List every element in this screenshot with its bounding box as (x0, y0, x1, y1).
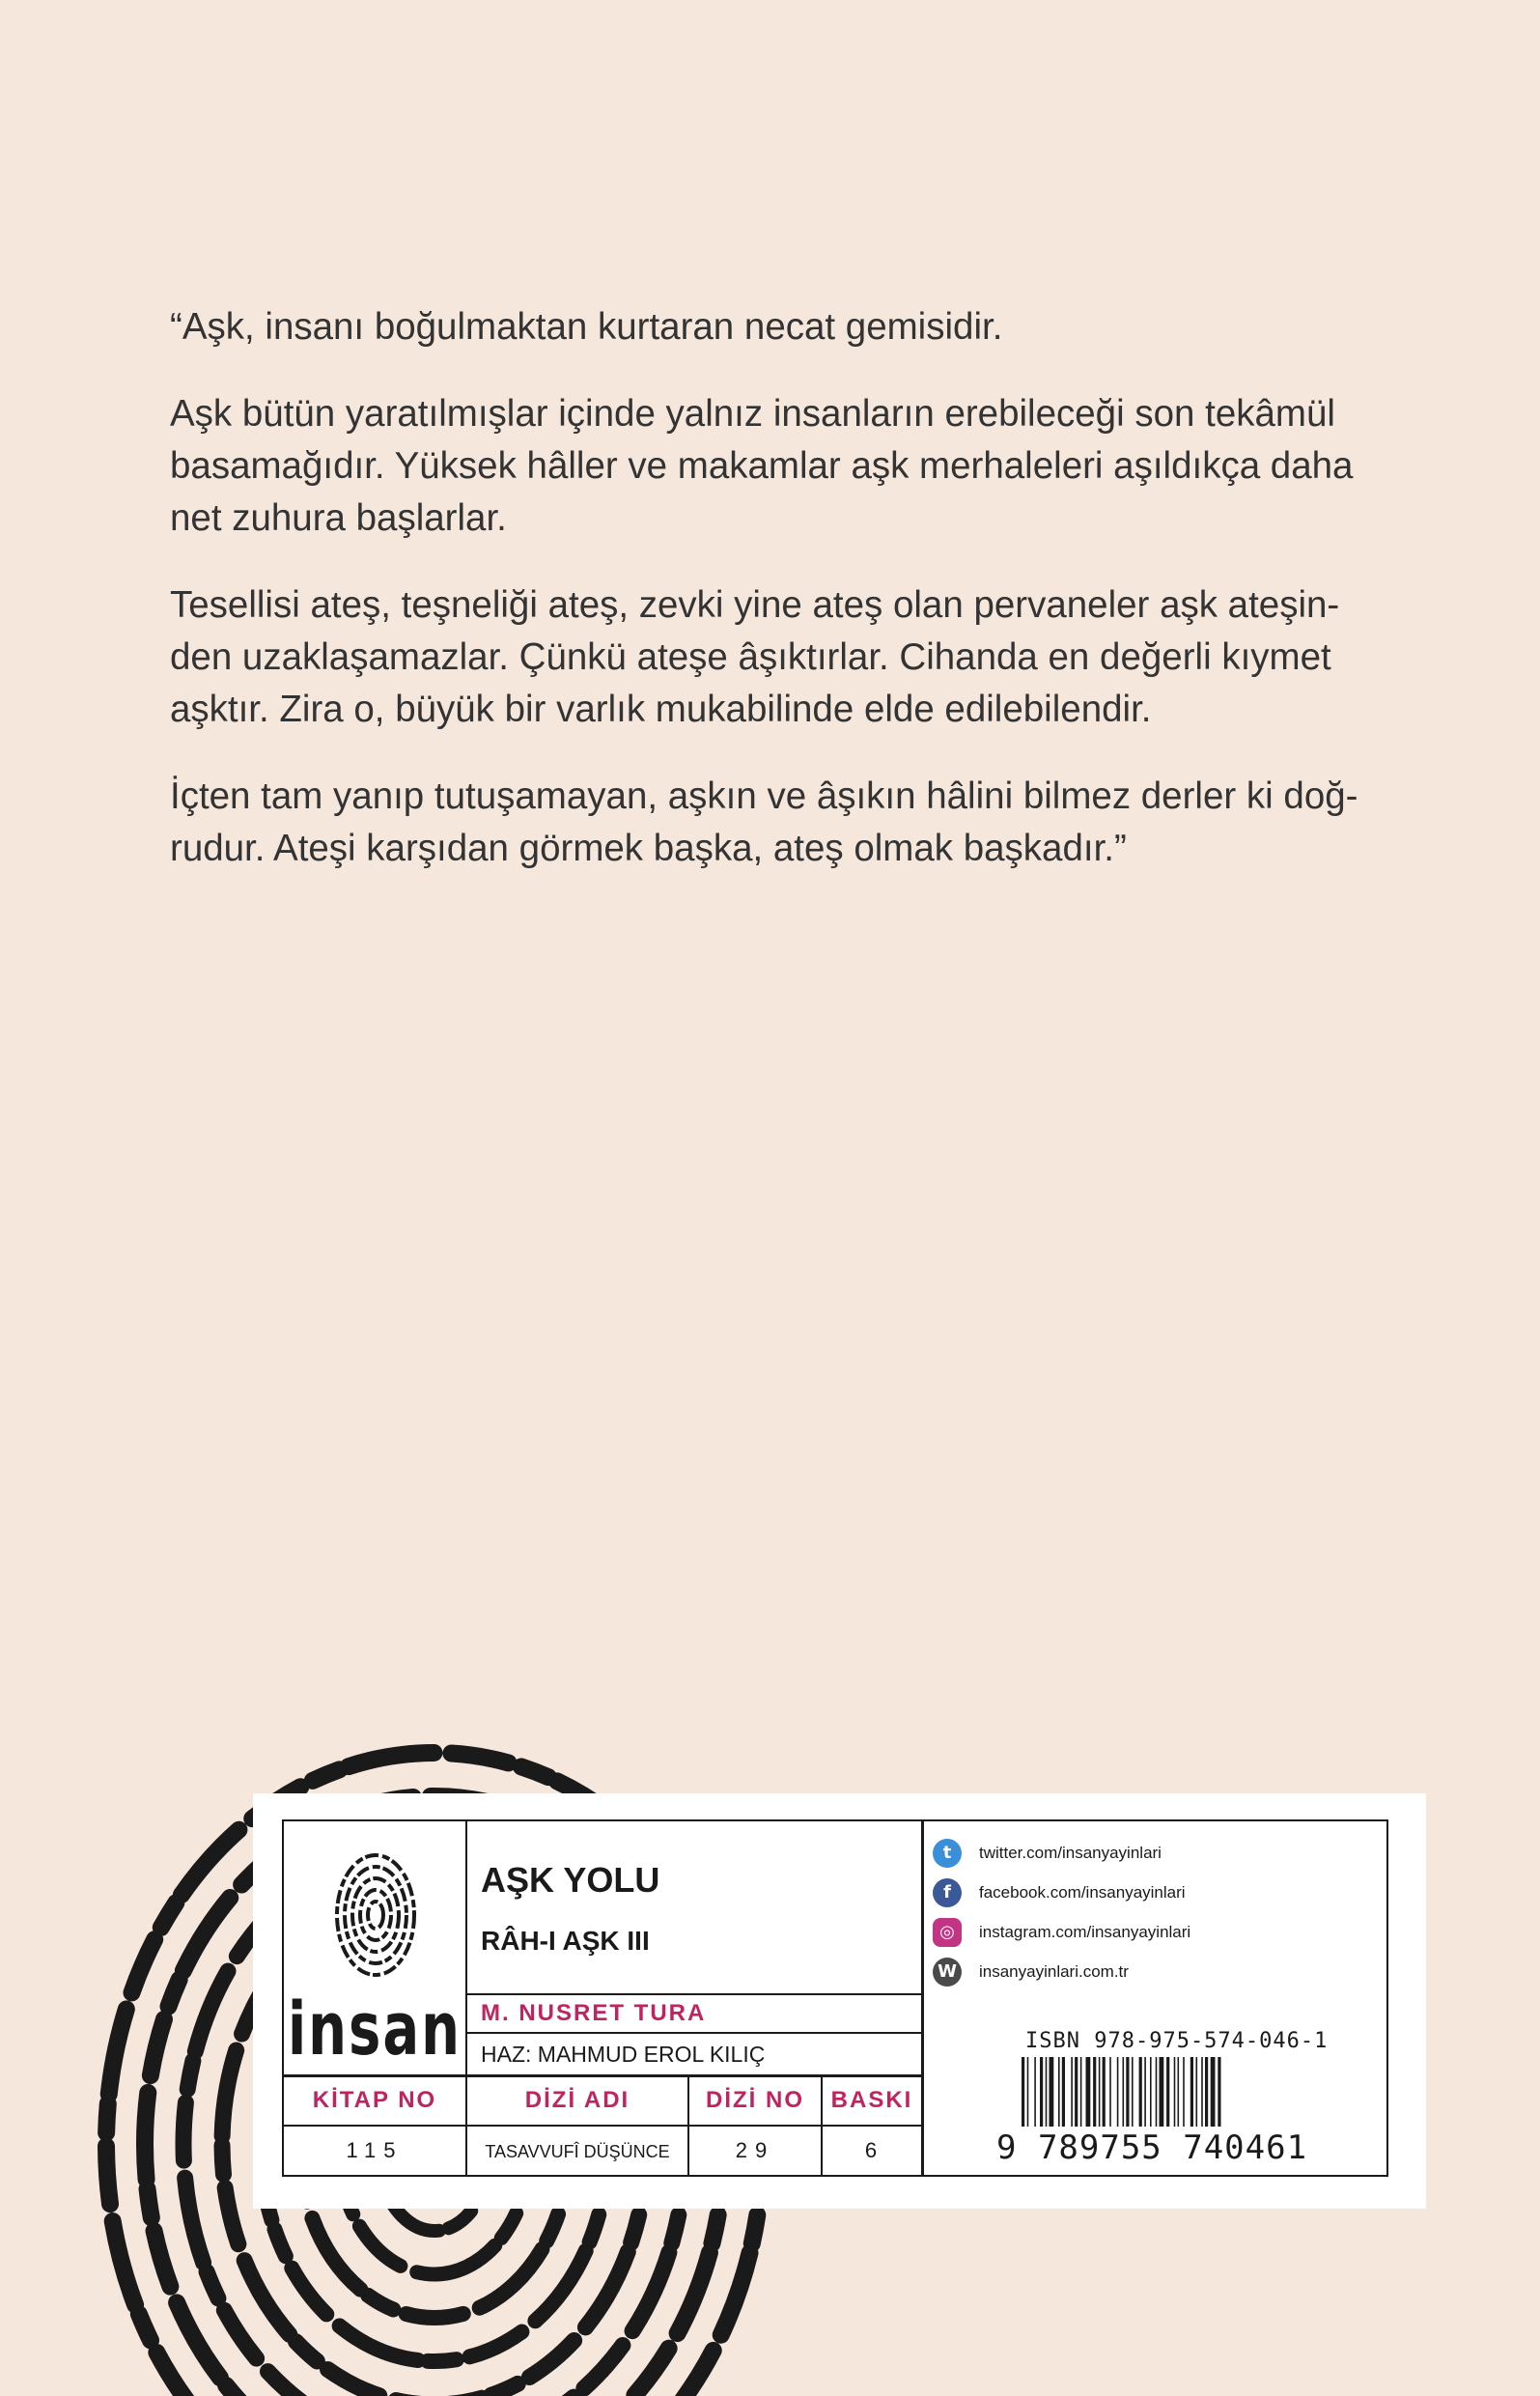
barcode-bar (1075, 2057, 1078, 2127)
social-text: instagram.com/insanyayinlari (979, 1922, 1191, 1941)
barcode-bar (1144, 2057, 1146, 2127)
label-frame (282, 1819, 1388, 2177)
header-dizi-adi: DİZİ ADI (524, 2087, 630, 2113)
barcode-bar (1166, 2057, 1169, 2127)
barcode-bar (1086, 2057, 1091, 2127)
value-dizi-adi: TASAVVUFÎ DÜŞÜNCE (485, 2142, 670, 2161)
barcode-bar (1139, 2057, 1142, 2127)
social-link-web[interactable] (933, 1952, 1377, 1991)
web-icon: W (933, 1958, 962, 1987)
barcode-bar (1034, 2057, 1036, 2127)
divider (284, 2125, 923, 2127)
barcode-bar (1080, 2057, 1082, 2127)
barcode-bar (1201, 2057, 1203, 2127)
social-text: facebook.com/insanyayinlari (979, 1882, 1186, 1902)
barcode-bar (1174, 2057, 1176, 2127)
barcode-bar (1103, 2057, 1106, 2127)
barcode-bar (1132, 2057, 1134, 2127)
barcode-bar (1211, 2057, 1216, 2127)
publisher-logo (284, 1821, 467, 2074)
fingerprint-logo-icon (332, 1843, 419, 1978)
header-dizi-no: DİZİ NO (706, 2087, 804, 2113)
social-text: twitter.com/insanyayinlari (979, 1843, 1162, 1862)
barcode-bar (1050, 2057, 1054, 2127)
publisher-logo-text: insan (287, 1987, 462, 2072)
barcode-bar (1156, 2057, 1158, 2127)
social-links (933, 1833, 1377, 1991)
social-link-facebook[interactable] (933, 1873, 1377, 1912)
barcode-bar (1040, 2057, 1043, 2127)
quote-paragraph-2: Aşk bütün yaratılmışlar içinde yalnız insanların erebileceği son tekâmül basamağıdır. Yüksek hâller ve makamlar aşk merhaleleri aşıldıkça daha net zuhura başlarlar. (170, 393, 1354, 539)
title-cell (467, 1821, 921, 1993)
value-baski: 6 (864, 2138, 880, 2162)
barcode-bar (1062, 2057, 1065, 2127)
value-dizi-no: 29 (735, 2138, 775, 2162)
instagram-icon: ◎ (933, 1918, 962, 1947)
book-title: AŞK YOLU (481, 1860, 660, 1900)
barcode-bar (1046, 2057, 1048, 2127)
barcode-bar (1160, 2057, 1164, 2127)
barcode-bar (1205, 2057, 1208, 2127)
author-row (467, 1993, 923, 2034)
barcode-bar (1190, 2057, 1193, 2127)
author-name: M. NUSRET TURA (481, 2000, 707, 2026)
barcode-bar (1117, 2057, 1119, 2127)
barcode-bar (1126, 2057, 1129, 2127)
barcode-bar (1150, 2057, 1152, 2127)
barcode-bar (1109, 2057, 1111, 2127)
header-baski: BASKI (830, 2087, 913, 2113)
editor-name: HAZ: MAHMUD EROL KILIÇ (481, 2042, 766, 2067)
book-subtitle: RÂH-I AŞK III (481, 1926, 650, 1956)
facebook-icon: f (933, 1878, 962, 1907)
barcode-digits: 9 789755 740461 (996, 2128, 1308, 2167)
barcode-bar (1196, 2057, 1198, 2127)
barcode-bar (1027, 2057, 1029, 2127)
barcode (1022, 2057, 1311, 2127)
value-kitap-no: 115 (346, 2138, 404, 2162)
book-info-label (253, 1793, 1426, 2209)
editor-row (467, 2034, 923, 2074)
social-link-twitter[interactable] (933, 1833, 1377, 1873)
isbn-number: ISBN 978-975-574-046-1 (1025, 2029, 1329, 2053)
back-cover-quote (170, 301, 1367, 910)
barcode-bar (1178, 2057, 1180, 2127)
social-link-instagram[interactable] (933, 1912, 1377, 1952)
barcode-bar (1022, 2057, 1024, 2127)
social-text: insanyayinlari.com.tr (979, 1961, 1129, 1981)
barcode-bar (1093, 2057, 1096, 2127)
divider (921, 1821, 924, 2074)
twitter-icon: t (933, 1839, 962, 1868)
header-kitap-no: KİTAP NO (312, 2087, 437, 2113)
quote-paragraph-3: Tesellisi ateş, teşneliği ateş, zevki yine ateş olan pervaneler aşk ateşinden uzaklaşamazlar. Çünkü ateşe âşıktırlar. Cihanda en değerli kıymet aşktır. Zira o, büyük bir varlık mukabilinde elde edilebilendir. (170, 584, 1340, 730)
barcode-bar (1183, 2057, 1185, 2127)
divider (284, 2074, 923, 2077)
barcode-bar (1099, 2057, 1101, 2127)
quote-paragraph-1: “Aşk, insanı boğulmaktan kurtaran necat gemisidir. (170, 306, 1003, 348)
quote-paragraph-4: İçten tam yanıp tutuşamayan, aşkın ve âşıkın hâlini bilmez derler ki doğrudur. Ateşi karşıdan görmek başka, ateş olmak başkadır.” (170, 775, 1358, 869)
barcode-bar (1058, 2057, 1060, 2127)
barcode-bar (1123, 2057, 1125, 2127)
barcode-bar (1218, 2057, 1220, 2127)
barcode-bar (1071, 2057, 1073, 2127)
